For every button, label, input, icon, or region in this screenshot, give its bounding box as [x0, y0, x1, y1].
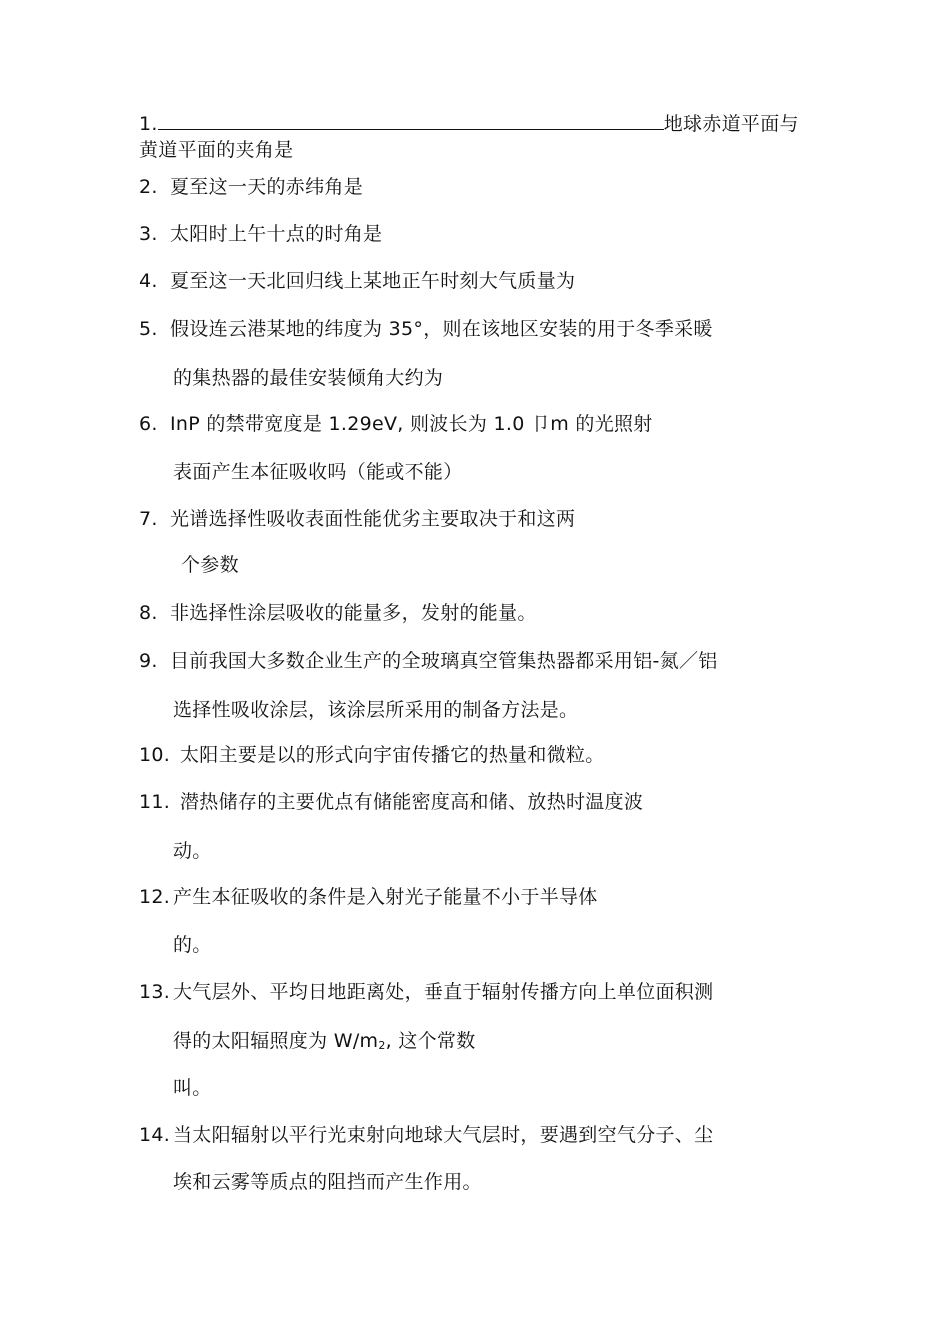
question-5-line-1	[139, 317, 713, 341]
question-12-text: 产生本征吸收的条件是入射光子能量不小于半导体	[173, 886, 598, 908]
question-1-number: 1.	[139, 113, 158, 135]
question-5-number: 5.	[139, 318, 158, 340]
question-6-text: InP 的禁带宽度是 1.29eV, 则波长为 1.0 卩m 的光照射	[170, 413, 653, 435]
question-10-number: 10.	[139, 744, 171, 766]
question-7-text: 光谱选择性吸收表面性能优劣主要取决于和这两	[170, 508, 576, 530]
question-12-line-2: 的。	[173, 934, 212, 956]
question-2	[139, 175, 363, 199]
question-11-number: 11.	[139, 791, 171, 813]
question-13-line-2	[173, 1029, 476, 1058]
question-3-text: 太阳时上午十点的时角是	[170, 223, 383, 245]
question-5-text: 假设连云港某地的纬度为 35°，则在该地区安装的用于冬季采暖	[170, 318, 713, 340]
question-2-text: 夏至这一天的赤纬角是	[170, 176, 364, 198]
question-8-text: 非选择性涂层吸收的能量多，发射的能量。	[170, 602, 537, 624]
question-13-number: 13.	[139, 981, 171, 1003]
question-10	[139, 743, 605, 767]
question-13-line-2-tail: , 这个常数	[385, 1030, 476, 1052]
question-6-line-2: 表面产生本征吸收吗（能或不能）	[173, 461, 463, 483]
question-6-number: 6.	[139, 413, 158, 435]
question-14-text: 当太阳辐射以平行光束射向地球大气层时，要遇到空气分子、尘	[173, 1124, 714, 1146]
question-11-text: 潜热储存的主要优点有储能密度高和储、放热时温度波	[180, 791, 644, 813]
question-5-line-2: 的集热器的最佳安装倾角大约为	[173, 367, 444, 389]
question-7-number: 7.	[139, 508, 158, 530]
question-11-line-1	[139, 790, 643, 814]
question-1-blank	[158, 111, 664, 130]
question-2-number: 2.	[139, 176, 158, 198]
question-10-text: 太阳主要是以的形式向宇宙传播它的热量和微粒。	[180, 744, 605, 766]
question-14-line-1	[139, 1123, 713, 1147]
question-9-number: 9.	[139, 650, 158, 672]
question-9-line-2: 选择性吸收涂层，该涂层所采用的制备方法是。	[173, 699, 579, 721]
question-3-number: 3.	[139, 223, 158, 245]
question-8-number: 8.	[139, 602, 158, 624]
question-9-text: 目前我国大多数企业生产的全玻璃真空管集热器都采用铝-氮／铝	[170, 650, 718, 672]
question-13-text: 大气层外、平均日地距离处，垂直于辐射传播方向上单位面积测	[173, 981, 714, 1003]
question-14-number: 14.	[139, 1124, 171, 1146]
question-4-number: 4.	[139, 270, 158, 292]
question-4	[139, 269, 575, 293]
question-4-text: 夏至这一天北回归线上某地正午时刻大气质量为	[170, 270, 576, 292]
question-12-line-1	[139, 885, 598, 909]
question-13-unit-subscript: 2	[378, 1039, 386, 1052]
question-8	[139, 601, 537, 625]
question-14-line-2: 埃和云雾等质点的阻挡而产生作用。	[173, 1171, 482, 1193]
question-9-line-1	[139, 649, 718, 673]
question-13-line-1	[139, 980, 713, 1004]
question-7-line-2: 个参数	[181, 554, 239, 576]
question-1-line-1	[139, 111, 799, 136]
question-11-line-2: 动。	[173, 840, 212, 862]
question-3	[139, 222, 382, 246]
question-6-line-1	[139, 412, 653, 436]
question-1-text: 地球赤道平面与	[663, 113, 799, 135]
question-13-line-2-text: 得的太阳辐照度为 W/m	[173, 1030, 379, 1052]
question-7-line-1	[139, 507, 575, 531]
question-1-line-2: 黄道平面的夹角是	[139, 139, 294, 161]
question-12-number: 12.	[139, 886, 171, 908]
question-13-line-3: 叫。	[173, 1077, 212, 1099]
